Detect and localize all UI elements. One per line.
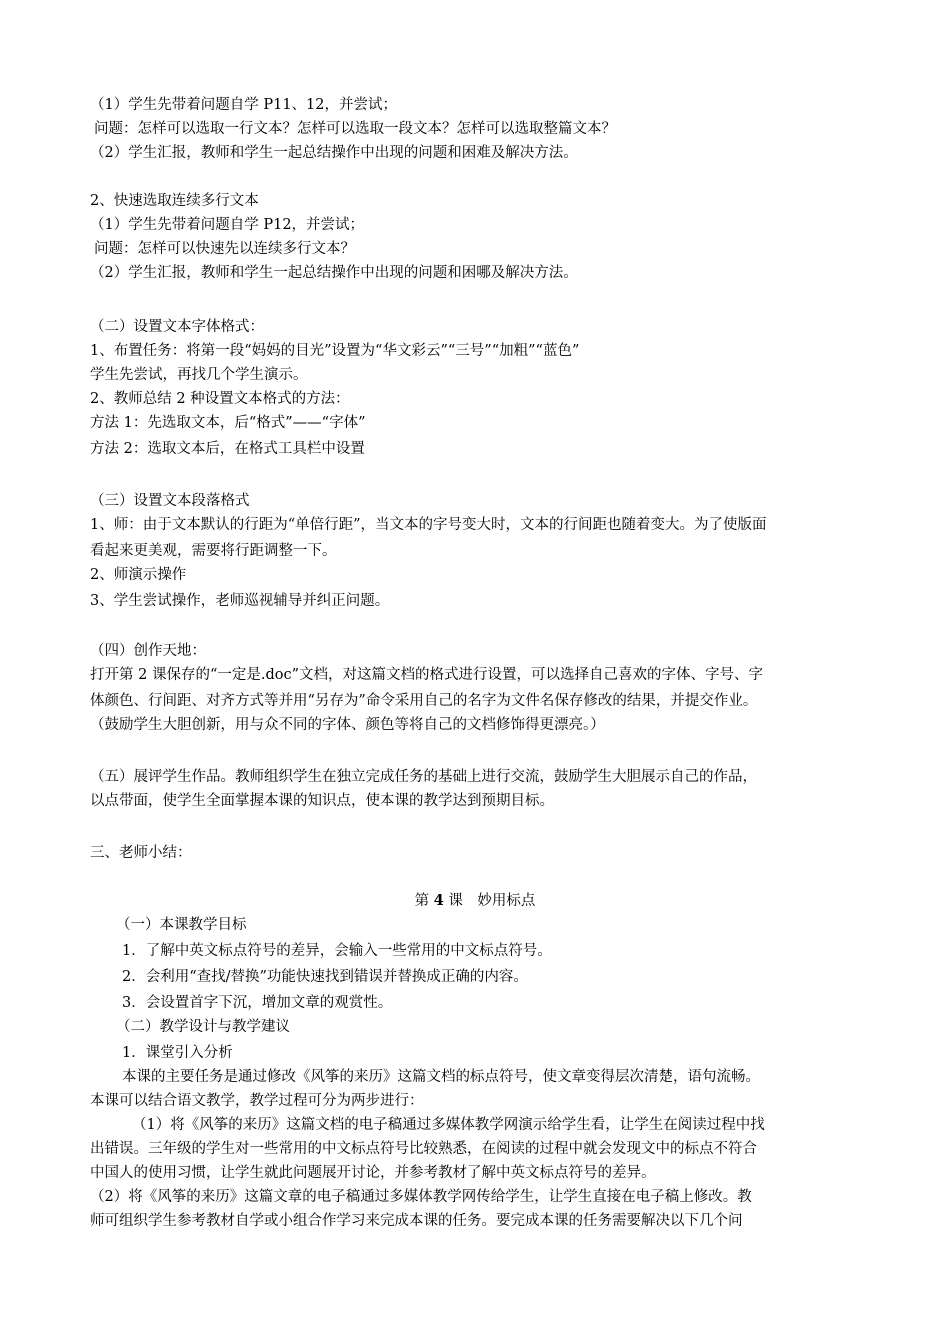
text-line: （2）学生汇报，教师和学生一起总结操作中出现的问题和困哪及解决方法。 xyxy=(90,265,578,281)
text-line: 以点带面，使学生全面掌握本课的知识点，使本课的教学达到预期目标。 xyxy=(90,793,554,809)
text-line: （五）展评学生作品。教师组织学生在独立完成任务的基础上进行交流，鼓励学生大胆展示自己的作品， xyxy=(90,769,757,785)
text-line: 学生先尝试，再找几个学生演示。 xyxy=(90,367,308,383)
list-item: 3．会设置首字下沉，增加文章的观赏性。 xyxy=(122,995,393,1011)
subheading: （二）教学设计与教学建议 xyxy=(116,1019,290,1035)
text-line: 中国人的使用习惯，让学生就此问题展开讨论，并参考教材了解中英文标点符号的差异。 xyxy=(90,1165,656,1181)
text-line: 问题：怎样可以选取一行文本？怎样可以选取一段文本？怎样可以选取整篇文本？ xyxy=(94,121,616,137)
text-line: 2、师演示操作 xyxy=(90,567,187,583)
text-line: （1）学生先带着问题自学 P11、12，并尝试； xyxy=(90,97,397,113)
text-line: 本课的主要任务是通过修改《风筝的来历》这篇文档的标点符号，使文章变得层次清楚，语句流畅。 xyxy=(122,1069,760,1085)
text-line: 体颜色、行间距、对齐方式等并用“另存为”命令采用自己的名字为文件名保存修改的结果，并提交作业。 xyxy=(90,693,758,709)
text-line: 打开第 2 课保存的“一定是.doc”文档，对这篇文档的格式进行设置，可以选择自己喜欢的字体、字号、字 xyxy=(90,667,764,683)
text-line: 师可组织学生参考教材自学或小组合作学习来完成本课的任务。要完成本课的任务需要解决以下几个问 xyxy=(90,1213,743,1229)
text-line: （2）将《风筝的来历》这篇文章的电子稿通过多媒体教学网传给学生，让学生直接在电子稿上修改。教 xyxy=(90,1189,752,1205)
text-line: 2、教师总结 2 种设置文本格式的方法： xyxy=(90,391,350,407)
text-line: 问题：怎样可以快速先以连续多行文本？ xyxy=(94,241,355,257)
text-line: 1、布置任务：将第一段“妈妈的目光”设置为“华文彩云”“三号”“加粗”“蓝色” xyxy=(90,343,580,359)
section-heading: （二）设置文本字体格式： xyxy=(90,319,264,335)
section-heading: （三）设置文本段落格式 xyxy=(90,493,250,509)
section-heading: 三、老师小结： xyxy=(90,845,192,861)
text-line: 1、师：由于文本默认的行距为“单倍行距”，当文本的字号变大时，文本的行间距也随着变大。为了使版面 xyxy=(90,517,767,533)
text-line: 本课可以结合语文教学，教学过程可分为两步进行： xyxy=(90,1093,424,1109)
text-line: 方法 2：选取文本后，在格式工具栏中设置 xyxy=(90,441,365,457)
text-line: 看起来更美观，需要将行距调整一下。 xyxy=(90,543,337,559)
lesson-title xyxy=(90,890,860,912)
subheading: （一）本课教学目标 xyxy=(116,917,247,933)
lesson-title-prefix: 第 xyxy=(414,893,430,909)
text-line: （鼓励学生大胆创新，用与众不同的字体、颜色等将自己的文档修饰得更漂亮。） xyxy=(90,717,605,733)
text-line: （1）将《风筝的来历》这篇文档的电子稿通过多媒体教学网演示给学生看，让学生在阅读过程中找 xyxy=(132,1117,765,1133)
list-item: 2．会利用“查找/替换”功能快速找到错误并替换成正确的内容。 xyxy=(122,969,528,985)
lesson-title-suffix: 课 妙用标点 xyxy=(448,893,536,909)
lesson-title-number: 4 xyxy=(433,892,444,909)
text-line: 3、学生尝试操作，老师巡视辅导并纠正问题。 xyxy=(90,593,390,609)
section-heading: （四）创作天地： xyxy=(90,643,206,659)
text-line: 方法 1：先选取文本，后“格式”——“字体” xyxy=(90,415,366,431)
subheading: 1．课堂引入分析 xyxy=(122,1045,233,1061)
text-line: 出错误。三年级的学生对一些常用的中文标点符号比较熟悉，在阅读的过程中就会发现文中的标点不符合 xyxy=(90,1141,757,1157)
list-item: 1．了解中英文标点符号的差异，会输入一些常用的中文标点符号。 xyxy=(122,943,552,959)
text-line: 2、快速选取连续多行文本 xyxy=(90,193,259,209)
text-line: （1）学生先带着问题自学 P12，并尝试； xyxy=(90,217,365,233)
text-line: （2）学生汇报，教师和学生一起总结操作中出现的问题和困难及解决方法。 xyxy=(90,145,578,161)
